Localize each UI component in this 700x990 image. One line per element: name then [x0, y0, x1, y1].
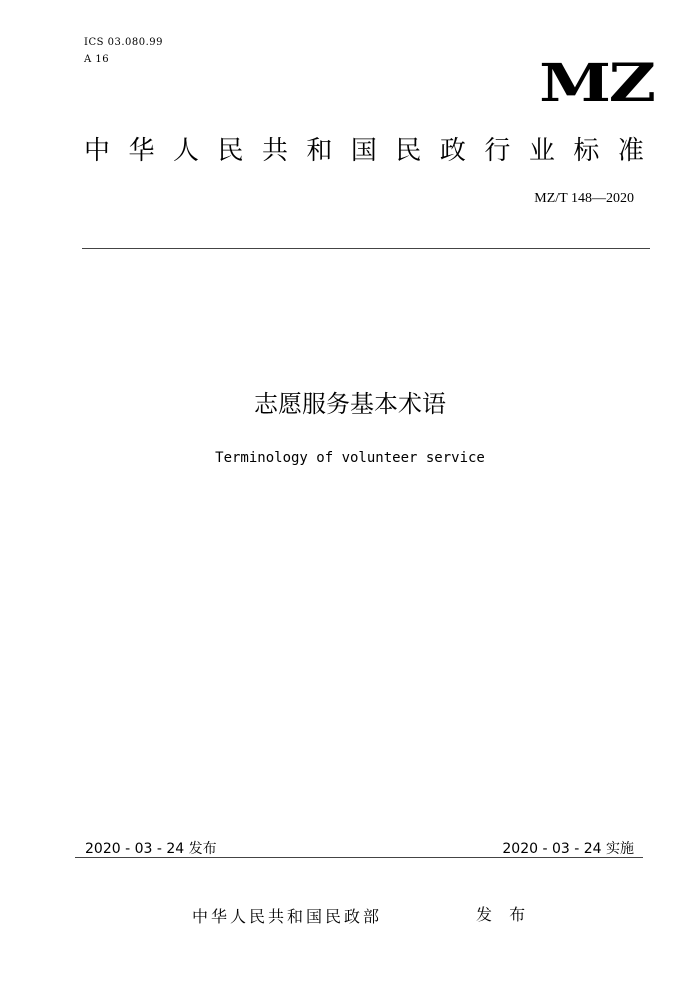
org-title-char: 中: [84, 136, 111, 166]
mz-logo: MZ: [539, 53, 654, 114]
org-title-char: 行: [484, 136, 511, 166]
ics-code: ICS 03.080.99: [84, 37, 164, 48]
classification-code: A 16: [84, 54, 110, 65]
document-title-english: Terminology of volunteer service: [215, 450, 485, 466]
org-title-char: 业: [528, 136, 555, 166]
org-title-char: 民: [395, 136, 422, 166]
top-divider: [82, 248, 650, 249]
bottom-divider: [75, 857, 643, 858]
org-title-char: 标: [573, 136, 600, 166]
document-title: 志愿服务基本术语: [254, 390, 446, 418]
org-title-char: 政: [439, 136, 466, 166]
org-title-char: 和: [306, 136, 333, 166]
issuing-authority: 中华人民共和国民政部: [192, 907, 383, 926]
standard-number: MZ/T 148—2020: [534, 191, 634, 206]
org-title-char: 华: [128, 136, 155, 166]
org-title-char: 国: [350, 136, 377, 166]
org-title-char: 准: [617, 136, 644, 166]
org-title-char: 共: [261, 136, 288, 166]
issue-date: 2020 - 03 - 24 发布: [85, 841, 217, 857]
publish-label: 发 布: [476, 905, 532, 924]
org-title-char: 人: [172, 136, 199, 166]
org-title-char: 民: [217, 136, 244, 166]
implementation-date: 2020 - 03 - 24 实施: [502, 841, 634, 857]
org-title: [84, 138, 644, 164]
